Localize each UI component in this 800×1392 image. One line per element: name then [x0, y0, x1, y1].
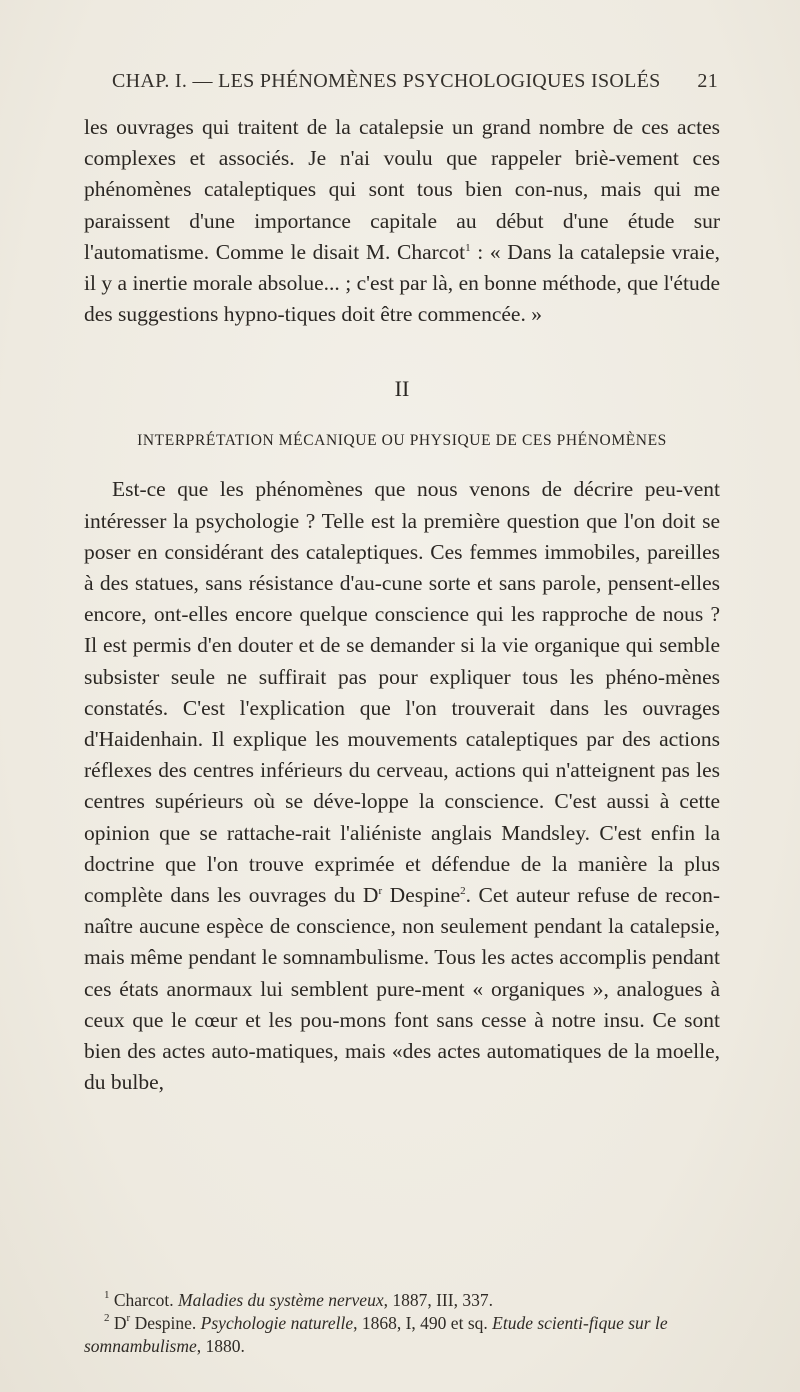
- paragraph-2: [84, 474, 720, 1098]
- running-head-title: CHAP. I. — LES PHÉNOMÈNES PSYCHOLOGIQUES ISOLÉS: [112, 70, 661, 92]
- body-text: [84, 112, 720, 1098]
- footnote-1: [84, 1289, 720, 1312]
- paragraph-2-text-c: . Cet auteur refuse de recon-naître aucune espèce de conscience, non seulement pendant la catalepsie, mais même pendant le somnambulisme. Tous les actes accomplis pendant ces états anormaux lui semblent pure-ment « organiques », analogues à ceux que le cœur et les pou-mons font sans cesse à notre insu. Ce sont bien des actes auto-matiques, mais «des actes automatiques de la moelle, du bulbe,: [84, 883, 721, 1095]
- footnote-2-rest: , 1868, I, 490 et sq.: [353, 1313, 493, 1333]
- footnote-1-author: Charcot.: [109, 1290, 179, 1310]
- page-number: 21: [697, 70, 718, 92]
- paragraph-2-text-a: Est-ce que les phénomènes que nous venons de décrire peu-vent intéresser la psychologie ? Telle est la première question que l'on doit se poser en considérant des cataleptiques. Ces femmes immobiles, pareilles à des statues, sans résistance d'au-cune sorte et sans parole, pensent-elles encore, ont-elles encore quelque conscience qui les rapproche de nous ? Il est permis d'en douter et de se demander si la vie organique qui semble subsister seule ne suffirait pas pour expliquer tous les phéno-mènes constatés. C'est l'explication que l'on trouverait dans les ouvrages d'Haidenhain. Il explique les mouvements cataleptiques par des actions réflexes des centres inférieurs du cerveau, actions qui n'atteignent pas les centres supérieurs où se déve-loppe la conscience. C'est aussi à cette opinion que se rattache-rait l'aliéniste anglais Mandsley. C'est enfin la doctrine que l'on trouve exprimée et défendue de la manière la plus complète dans les ouvrages du D: [84, 477, 720, 908]
- footnote-2-author-rest: Despine.: [130, 1313, 201, 1333]
- doctor-abbrev-sup: r: [378, 885, 383, 898]
- section-number: II: [394, 376, 410, 402]
- paragraph-1-text-b: : « Dans la catalepsie vraie, il y a inertie morale absolue... ; c'est par là, en bonne méthode, que l'étude des suggestions hypno-tiques doit être commencée. »: [84, 239, 721, 327]
- footnotes: [84, 1289, 720, 1358]
- paragraph-2-text-b: Despine: [382, 883, 461, 908]
- footnote-2-author: D: [109, 1313, 127, 1333]
- footnote-ref-1: 1: [465, 241, 471, 254]
- footnote-2-title: Psychologie naturelle: [200, 1313, 354, 1333]
- section-title: INTERPRÉTATION MÉCANIQUE OU PHYSIQUE DE CES PHÉNOMÈNES: [137, 432, 667, 450]
- footnote-2-rest-2: , 1880.: [196, 1336, 245, 1356]
- footnote-1-rest: , 1887, III, 337.: [383, 1290, 493, 1310]
- footnote-1-title: Maladies du système nerveux: [178, 1290, 384, 1310]
- footnote-2: [84, 1312, 720, 1358]
- footnote-1-mark: 1: [104, 1289, 110, 1301]
- paragraph-1: [84, 112, 720, 330]
- footnote-2-title-2: Etude scienti-fique sur le somnambulisme: [84, 1313, 668, 1356]
- paragraph-1-text-a: les ouvrages qui traitent de la catalepsie un grand nombre de ces actes complexes et associés. Je n'ai voulu que rappeler briè-vement ces phénomènes cataleptiques qui sont tous bien con-nus, mais qui me paraissent d'une importance capitale au début d'une étude sur l'automatisme. Comme le disait M. Charcot: [84, 115, 720, 264]
- footnote-2-author-sup: r: [126, 1312, 131, 1324]
- footnote-2-mark: 2: [104, 1312, 110, 1324]
- running-head: [112, 70, 718, 100]
- footnote-ref-2: 2: [460, 885, 466, 898]
